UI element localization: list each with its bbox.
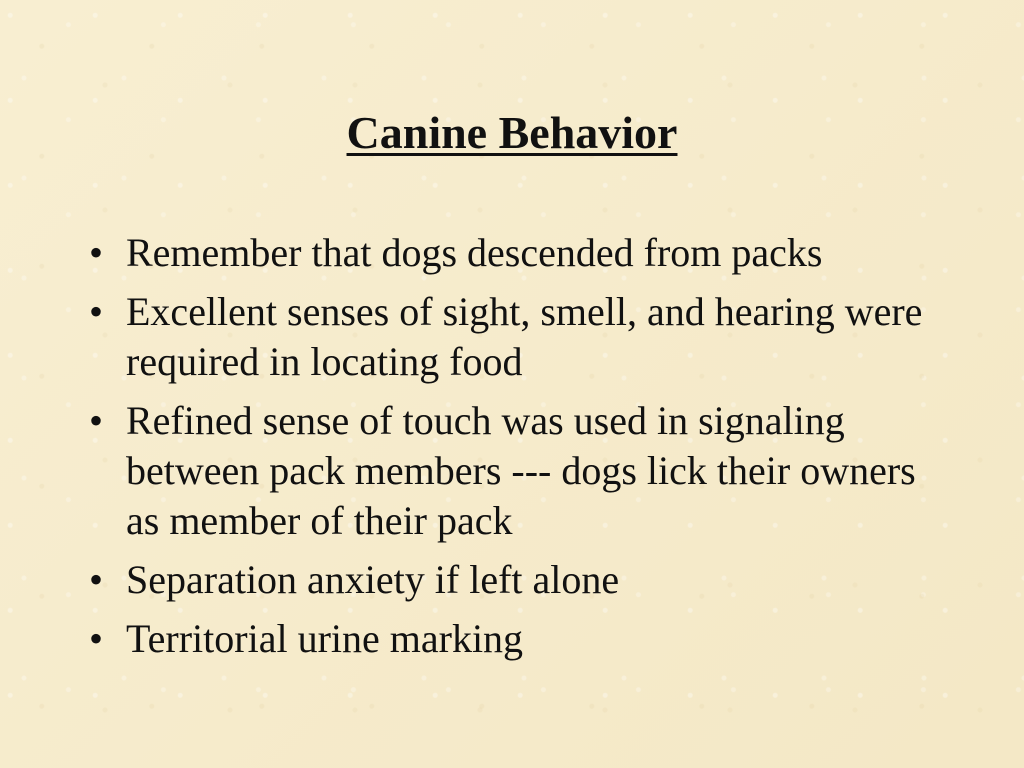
slide-title: Canine Behavior <box>346 107 678 158</box>
bullet-list <box>78 228 948 673</box>
bullet-icon: • <box>88 289 103 334</box>
bullet-item-2 <box>78 287 948 387</box>
bullet-item-3 <box>78 396 948 546</box>
bullet-icon: • <box>88 616 103 661</box>
bullet-text: Separation anxiety if left alone <box>126 557 620 602</box>
bullet-text: Refined sense of touch was used in signaling between pack members --- dogs lick their owners as member of their pack <box>126 398 916 543</box>
bullet-text: Excellent senses of sight, smell, and hearing were required in locating food <box>126 289 923 384</box>
bullet-icon: • <box>88 398 103 443</box>
bullet-item-5 <box>78 614 948 664</box>
bullet-icon: • <box>88 557 103 602</box>
bullet-text: Remember that dogs descended from packs <box>126 230 823 275</box>
bullet-item-4 <box>78 555 948 605</box>
bullet-icon: • <box>88 230 103 275</box>
bullet-text: Territorial urine marking <box>126 616 524 661</box>
bullet-item-1 <box>78 228 948 278</box>
